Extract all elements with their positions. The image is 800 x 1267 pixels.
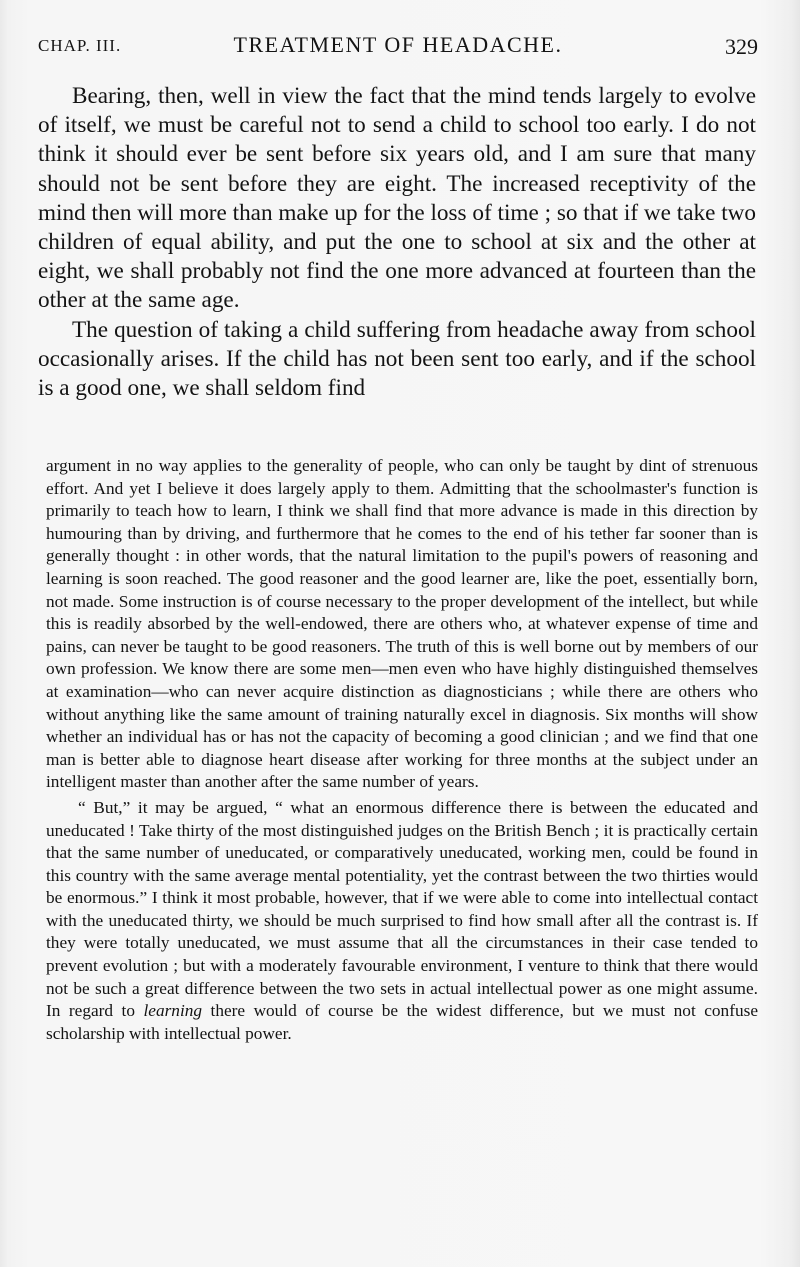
italic-emphasis: learning <box>143 1001 203 1021</box>
body-paragraph: Bearing, then, well in view the fact that the mind tends largely to evolve of itself, we must be careful not to send a child to school too early. I do not think it should ever be sent before six years old, and I am sure that many should not be sent before they are eight. The increased receptivity of the mind then will more than make up for the loss of time ; so that if we take two children of equal ability, and put the one to school at six and the other at eight, we shall probably not find the one more advanced at fourteen than the other at the same age. <box>38 83 756 314</box>
footnote-text-segment: there would of course be the widest difference, but we must not confuse scholarship with intellectual power. <box>46 1001 758 1043</box>
running-head <box>38 30 758 60</box>
footnote-text-segment: “ But,” it may be argued, “ what an enormous difference there is between the educated and uneducated ! Take thirty of the most distinguished judges on the British Bench ; it is practically certain that the same number of uneducated, or comparatively uneducated, working men, could be found in this country with the same average mental potentiality, yet the contrast between the two thirties would be enormous.” I think it most probable, however, that if we were able to come into intellectual contact with the uneducated thirty, we should be much surprised to find how small after all the contrast is. If they were totally uneducated, we must assume that all the circumstances in their case tended to prevent evolution ; but with a moderately favourable environment, I venture to think that there would not be such a great difference between the two sets in actual intellectual power as one might assume. In regard to <box>46 797 758 1021</box>
page-header-title: TREATMENT OF HEADACHE. <box>233 32 563 57</box>
footnote-paragraph: argument in no way applies to the generality of people, who can only be taught by dint of strenuous effort. And yet I believe it does largely apply to them. Admitting that the schoolmaster's function is primarily to teach how to learn, I think we shall find that more advance is made in this direction by humouring than by driving, and furthermore that he comes to the end of his tether far sooner than is generally thought : in other words, that the natural limitation to the pupil's powers of reasoning and learning is soon reached. The good reasoner and the good learner are, like the poet, essentially born, not made. Some instruction is of course necessary to the proper development of the intellect, but while this is readily absorbed by the well-endowed, there are others who, at whatever expense of time and pains, can never be taught to be good reasoners. The truth of this is well borne out by members of our own profession. We know there are some men—men even who have highly distinguished themselves at examination—who can never acquire distinction as diagnosticians ; while there are others who without anything like the same amount of training naturally excel in diagnosis. Six months will show whether an individual has or has not the capacity of becoming a good clinician ; and we find that one man is better able to diagnose heart disease after working for three months at the subject under an intelligent master than another after the same number of years. <box>46 456 758 792</box>
chapter-label: CHAP. III. <box>38 36 122 55</box>
body-paragraph: The question of taking a child suffering from headache away from school occasionally arises. If the child has not been sent too early, and if the school is a good one, we shall seldom find <box>38 316 756 402</box>
page-number: 329 <box>725 34 758 59</box>
main-text <box>38 82 756 403</box>
footnote-block <box>46 455 758 1045</box>
footnote-paragraph <box>46 797 758 1046</box>
